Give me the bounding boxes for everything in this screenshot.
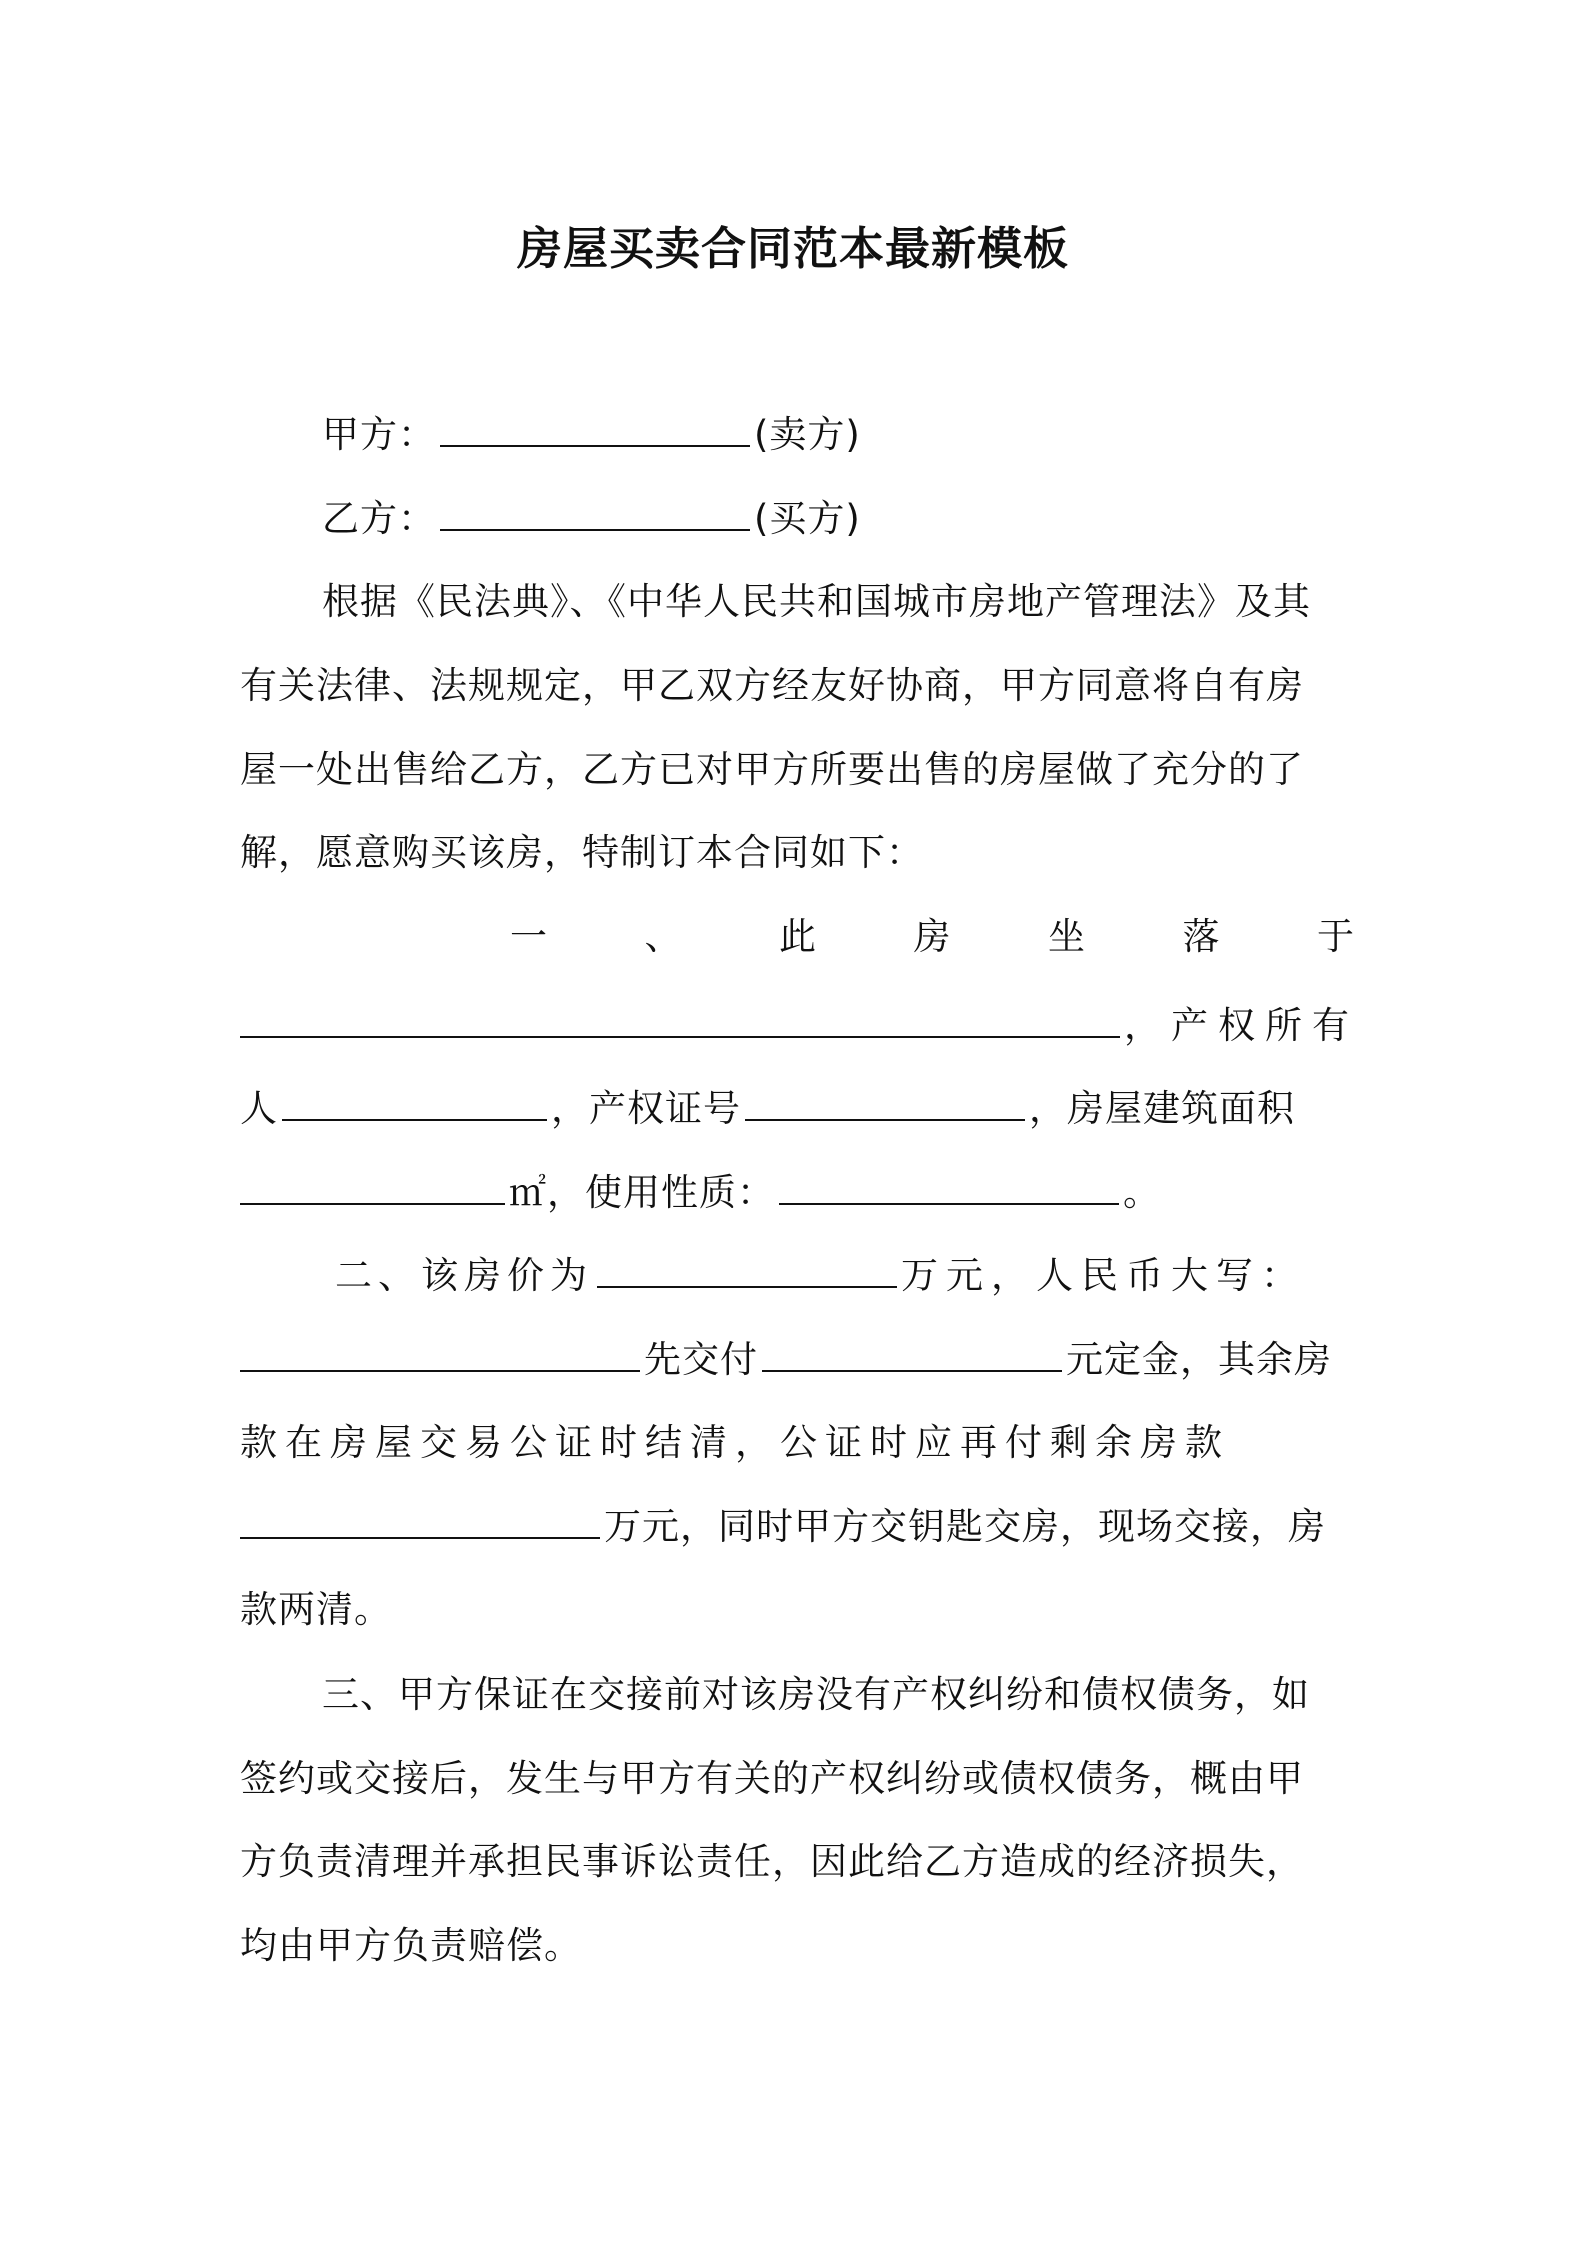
clause-1-end: 。 — [1123, 1171, 1161, 1214]
clause-1-char: 房 — [913, 915, 952, 958]
price-label: 二、该房价为 — [335, 1254, 593, 1297]
preamble-line-2 — [240, 656, 1355, 716]
party-a-line — [322, 405, 922, 465]
owner-blank — [282, 1085, 547, 1121]
clause-1-char: 此 — [779, 915, 817, 958]
preamble-line-2-text: 有关法律、法规规定，甲乙双方经友好协商，甲方同意将自有房 — [240, 664, 1304, 707]
clause-1-area-line — [240, 1163, 1355, 1223]
location-blank — [240, 1002, 1120, 1038]
deposit-label: 先交付 — [644, 1338, 758, 1381]
area-label: ，房屋建筑面积 — [1029, 1087, 1295, 1130]
area-unit: ㎡ — [509, 1171, 547, 1214]
party-b-suffix: (买方) — [754, 497, 861, 540]
use-blank — [779, 1169, 1119, 1205]
clause-1-owner-line — [240, 1079, 1355, 1139]
clause-1-char: 、 — [644, 915, 683, 958]
clause-2-line-5: 款两清。 — [240, 1588, 392, 1631]
clause-2-deposit-line — [240, 1330, 1355, 1390]
preamble-line-4: 解，愿意购买该房，特制订本合同如下： — [240, 831, 924, 874]
capital-blank — [240, 1336, 640, 1372]
clause-3-line-3: 方负责清理并承担民事诉讼责任，因此给乙方造成的经济损失， — [240, 1840, 1304, 1883]
clause-1-char: 落 — [1182, 915, 1221, 958]
clause-1-char: 于 — [1317, 915, 1355, 958]
clause-1-location-line — [240, 996, 1359, 1056]
use-label: ，使用性质： — [547, 1171, 775, 1214]
clause-3-line-1: 三、甲方保证在交接前对该房没有产权纠纷和债权债务，如 — [322, 1673, 1310, 1716]
clause-3-line-2: 签约或交接后，发生与甲方有关的产权纠纷或债权债务，概由甲 — [240, 1757, 1304, 1800]
deposit-blank — [762, 1336, 1062, 1372]
party-a-suffix: (卖方) — [754, 413, 861, 456]
party-b-label: 乙方： — [322, 497, 436, 540]
cert-label: ，产权证号 — [551, 1087, 741, 1130]
party-a-blank — [440, 411, 750, 447]
cert-blank — [745, 1085, 1025, 1121]
clause-1-heading — [510, 907, 1355, 967]
clause-1-char: 坐 — [1048, 915, 1086, 958]
owner-label: ，产权所有 — [1124, 1004, 1359, 1047]
party-b-line — [322, 489, 922, 549]
price-blank — [597, 1252, 897, 1288]
clause-1-char: 一 — [510, 915, 548, 958]
clause-2-remain-line — [240, 1497, 1355, 1557]
deposit-rest: 元定金，其余房 — [1066, 1338, 1332, 1381]
clause-3-line-4: 均由甲方负责赔偿。 — [240, 1924, 582, 1967]
party-a-label: 甲方： — [322, 413, 436, 456]
person-label: 人 — [240, 1087, 278, 1130]
document-title: 房屋买卖合同范本最新模板 — [516, 222, 1069, 275]
preamble-line-1: 根据《民法典》、《中华人民共和国城市房地产管理法》及其 — [322, 580, 1311, 623]
remain-rest: 万元，同时甲方交钥匙交房，现场交接，房 — [604, 1505, 1326, 1548]
remain-blank — [240, 1503, 600, 1539]
clause-2-price-line — [335, 1246, 1355, 1306]
party-b-blank — [440, 495, 750, 531]
clause-2-line-3: 款在房屋交易公证时结清，公证时应再付剩余房款 — [240, 1421, 1230, 1464]
price-unit: 万元，人民币大写： — [901, 1254, 1306, 1297]
area-blank — [240, 1169, 505, 1205]
preamble-line-3: 屋一处出售给乙方，乙方已对甲方所要出售的房屋做了充分的了 — [240, 748, 1304, 791]
